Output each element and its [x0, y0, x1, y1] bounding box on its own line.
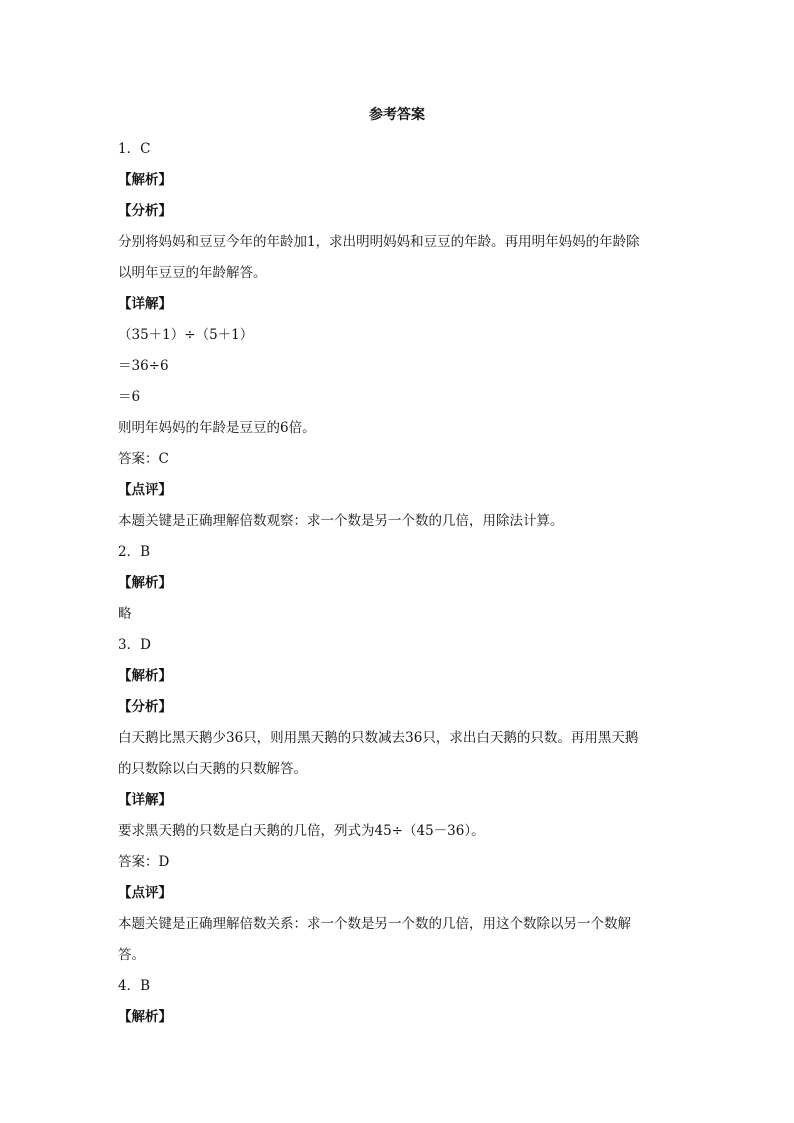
paragraph-line: 分别将妈妈和豆豆今年的年龄加1，求出明明妈妈和豆豆的年龄。再用明年妈妈的年龄除	[118, 234, 640, 250]
section-heading: 【解析】	[118, 1009, 172, 1025]
formula-line: ＝6	[118, 389, 141, 405]
section-heading: 【解析】	[118, 172, 172, 188]
section-heading: 【解析】	[118, 575, 172, 591]
answer-content	[118, 134, 678, 1033]
paragraph-line: 要求黑天鹅的只数是白天鹅的几倍，列式为45÷（45－36）。	[118, 823, 485, 839]
section-heading: 【分析】	[118, 203, 172, 219]
answer-number: 2．B	[118, 544, 151, 560]
paragraph-line: 的只数除以白天鹅的只数解答。	[118, 761, 307, 777]
answer-number: 3．D	[118, 637, 151, 653]
paragraph-line: 略	[118, 606, 132, 622]
answer-number: 4．B	[118, 978, 151, 994]
formula-line: （35＋1）÷（5＋1）	[118, 327, 254, 343]
section-heading: 【解析】	[118, 668, 172, 684]
section-heading: 【分析】	[118, 699, 172, 715]
answer-line: 答案：C	[118, 451, 169, 467]
paragraph-line: 白天鹅比黑天鹅少36只，则用黑天鹅的只数减去36只，求出白天鹅的只数。再用黑天鹅	[118, 730, 639, 746]
answer-number: 1．C	[118, 141, 151, 157]
section-heading: 【详解】	[118, 296, 172, 312]
section-heading: 【详解】	[118, 792, 172, 808]
paragraph-line: 答。	[118, 947, 145, 963]
formula-line: ＝36÷6	[118, 358, 169, 374]
paragraph-line: 则明年妈妈的年龄是豆豆的6倍。	[118, 420, 316, 436]
paragraph-line: 本题关键是正确理解倍数关系：求一个数是另一个数的几倍，用这个数除以另一个数解	[118, 916, 631, 932]
page-title: 参考答案	[369, 107, 425, 123]
paragraph-line: 本题关键是正确理解倍数观察：求一个数是另一个数的几倍，用除法计算。	[118, 513, 564, 529]
section-heading: 【点评】	[118, 885, 172, 901]
answer-line: 答案：D	[118, 854, 170, 870]
section-heading: 【点评】	[118, 482, 172, 498]
paragraph-line: 以明年豆豆的年龄解答。	[118, 265, 267, 281]
